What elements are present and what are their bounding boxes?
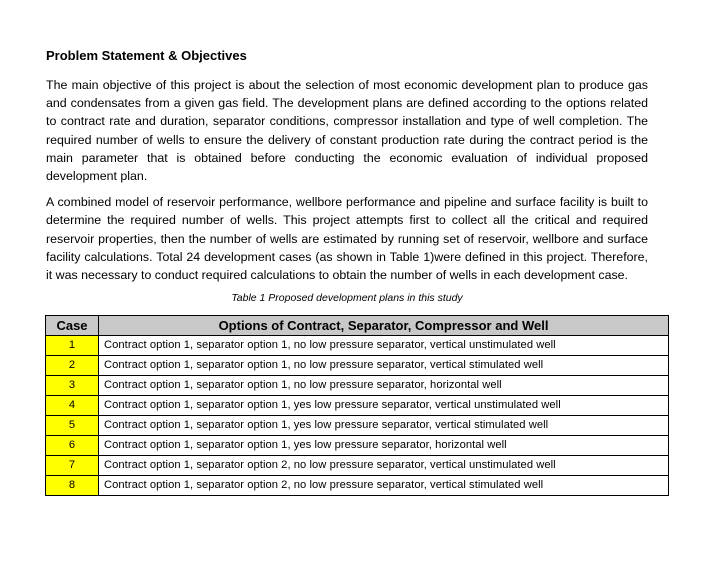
table-row [46, 436, 669, 456]
table-row [46, 376, 669, 396]
table-row [46, 416, 669, 436]
case-description: Contract option 1, separator option 2, no low pressure separator, vertical stimulated well [99, 476, 669, 496]
case-description: Contract option 1, separator option 1, yes low pressure separator, vertical unstimulated well [99, 396, 669, 416]
case-number: 6 [46, 436, 99, 456]
section-heading: Problem Statement & Objectives [46, 48, 247, 63]
development-plans-table [45, 315, 669, 496]
case-number: 3 [46, 376, 99, 396]
case-number: 7 [46, 456, 99, 476]
case-number: 8 [46, 476, 99, 496]
document-page [46, 48, 648, 496]
case-number: 1 [46, 336, 99, 356]
case-description: Contract option 1, separator option 1, yes low pressure separator, horizontal well [99, 436, 669, 456]
header-options: Options of Contract, Separator, Compressor and Well [99, 316, 669, 336]
header-case: Case [46, 316, 99, 336]
table-row [46, 336, 669, 356]
case-number: 2 [46, 356, 99, 376]
case-number: 4 [46, 396, 99, 416]
table-header-row [46, 316, 669, 336]
case-description: Contract option 1, separator option 1, yes low pressure separator, vertical stimulated well [99, 416, 669, 436]
case-description: Contract option 1, separator option 1, no low pressure separator, horizontal well [99, 376, 669, 396]
table-caption: Table 1 Proposed development plans in this study [231, 292, 463, 305]
case-description: Contract option 1, separator option 1, no low pressure separator, vertical stimulated well [99, 356, 669, 376]
table-row [46, 476, 669, 496]
paragraph-objective: The main objective of this project is about the selection of most economic development plan to produce gas and condensates from a given gas field. The development plans are defined according to the options related to contract rate and duration, separator conditions, compressor installation and type of well completion. The required number of wells to ensure the delivery of constant production rate during the contract period is the main parameter that is obtained before conducting the economic evaluation of individual proposed development plan. [46, 78, 648, 184]
paragraph-model: A combined model of reservoir performance, wellbore performance and pipeline and surface facility is built to determine the required number of wells. This project attempts first to collect all the critical and required reservoir properties, then the number of wells are estimated by running set of reservoir, wellbore and surface facility calculations. Total 24 development cases (as shown in Table 1)were defined in this project. Therefore, it was necessary to conduct required calculations to obtain the number of wells in each development case. [46, 195, 648, 283]
table-row [46, 456, 669, 476]
table-row [46, 356, 669, 376]
case-number: 5 [46, 416, 99, 436]
case-description: Contract option 1, separator option 2, no low pressure separator, vertical unstimulated well [99, 456, 669, 476]
case-description: Contract option 1, separator option 1, no low pressure separator, vertical unstimulated well [99, 336, 669, 356]
table-row [46, 396, 669, 416]
